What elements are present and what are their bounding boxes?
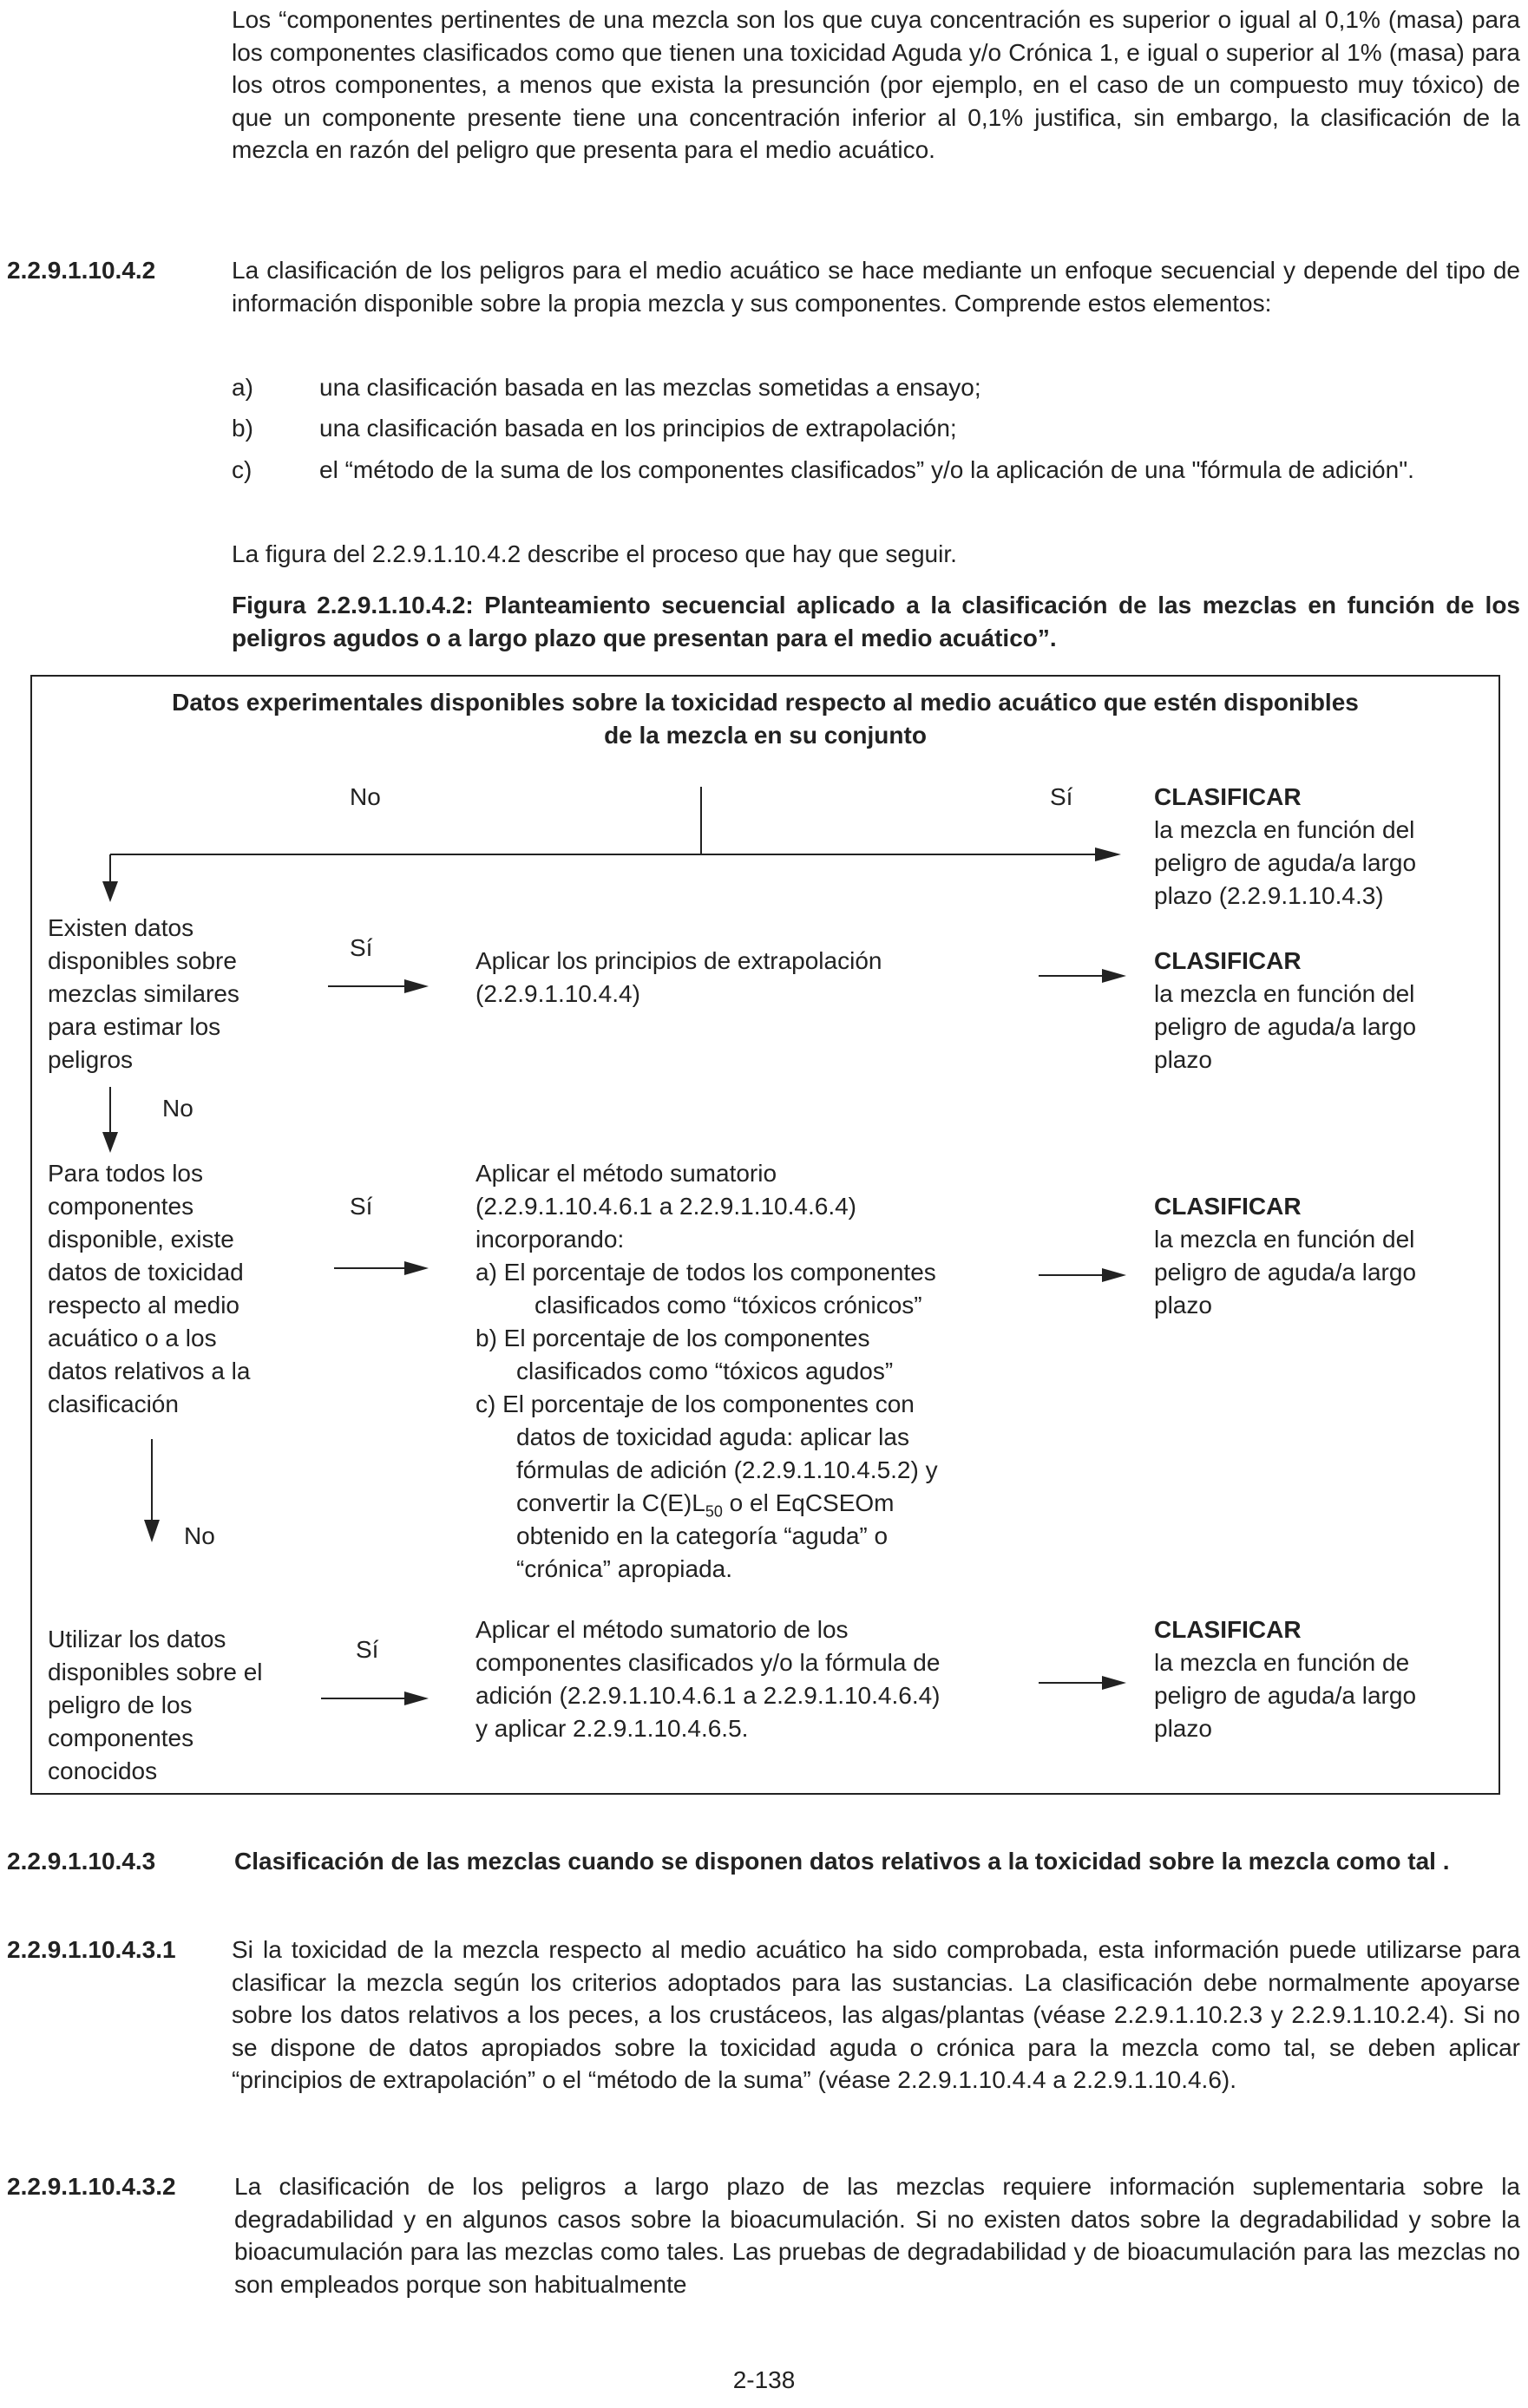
classify1-line2: peligro de aguda/a largo bbox=[1154, 849, 1417, 876]
arrow-to-classify1 bbox=[1095, 847, 1121, 861]
q2-line1: Para todos los bbox=[48, 1160, 203, 1187]
top-si-label: Sí bbox=[1050, 783, 1073, 810]
q2-si-label: Sí bbox=[350, 1193, 373, 1220]
q3-line5: conocidos bbox=[48, 1757, 158, 1784]
act2-line10: fórmulas de adición (2.2.9.1.10.4.5.2) y bbox=[516, 1456, 938, 1483]
act2-line11-b: o el EqCSEOm bbox=[722, 1489, 895, 1516]
list-label-c: c) bbox=[232, 456, 252, 483]
figure-caption: Figura 2.2.9.1.10.4.2: Planteamiento secuencial aplicado a la clasificación de las mezclas en función de los peligros agudos o a largo plazo que presentan para el medio acuático”. bbox=[232, 592, 1520, 651]
list-item-a: una clasificación basada en las mezclas sometidas a ensayo; bbox=[319, 374, 981, 401]
section-number-2-2-9-1-10-4-2: 2.2.9.1.10.4.2 bbox=[7, 257, 156, 284]
q1-si-label: Sí bbox=[350, 934, 373, 961]
q2-line4: datos de toxicidad bbox=[48, 1259, 244, 1286]
section-2-2-9-1-10-4-3-1-text: Si la toxicidad de la mezcla respecto al medio acuático ha sido comprobada, esta información puede utilizarse para clasificar la mezcla según los criterios adoptados para las sustancias. La clasificación debe normalmente apoyarse sobre los datos relativos a los peces, a los crustáceos, las algas/plantas (véase 2.2.9.1.10.2.3 y 2.2.9.1.10.2.4). Si no se dispone de datos apropiados sobre la toxicidad aguda o crónica para la mezcla como tal, se deben aplicar “principios de extrapolación” o el “método de la suma” (véase 2.2.9.1.10.4.4 a 2.2.9.1.10.4.6). bbox=[232, 1936, 1520, 2093]
act2-line12: obtenido en la categoría “aguda” o bbox=[516, 1522, 889, 1549]
arrow-to-q1 bbox=[102, 881, 118, 902]
section-2-2-9-1-10-4-3-title: Clasificación de las mezclas cuando se disponen datos relativos a la toxicidad sobre la mezcla como tal . bbox=[234, 1848, 1450, 1875]
classify3-title: CLASIFICAR bbox=[1154, 1193, 1302, 1220]
q2-line8: clasificación bbox=[48, 1390, 179, 1417]
act2-line6: b) El porcentaje de los componentes bbox=[475, 1325, 870, 1351]
arrow-to-act3 bbox=[404, 1691, 429, 1705]
q3-si-label: Sí bbox=[356, 1636, 379, 1663]
act3-line4: y aplicar 2.2.9.1.10.4.6.5. bbox=[475, 1715, 749, 1742]
act2-line11-a: convertir la C(E)L bbox=[516, 1489, 705, 1516]
q2-line2: componentes bbox=[48, 1193, 194, 1220]
arrow-to-classify3 bbox=[1102, 1268, 1126, 1282]
classify1-line3: plazo (2.2.9.1.10.4.3) bbox=[1154, 882, 1384, 909]
list-label-b: b) bbox=[232, 415, 253, 442]
classify2-line1: la mezcla en función del bbox=[1154, 980, 1415, 1007]
classify1-title: CLASIFICAR bbox=[1154, 783, 1302, 810]
act3-line2: componentes clasificados y/o la fórmula de bbox=[475, 1649, 941, 1676]
act2-line1: Aplicar el método sumatorio bbox=[475, 1160, 777, 1187]
section-number-2-2-9-1-10-4-3-1: 2.2.9.1.10.4.3.1 bbox=[7, 1936, 176, 1963]
q2-line6: acuático o a los bbox=[48, 1325, 217, 1351]
classify3-line1: la mezcla en función del bbox=[1154, 1226, 1415, 1253]
q3-line3: peligro de los bbox=[48, 1691, 193, 1718]
q1-line3: mezclas similares bbox=[48, 980, 239, 1007]
arrow-to-classify4 bbox=[1102, 1676, 1126, 1690]
act2-line8: c) El porcentaje de los componentes con bbox=[475, 1390, 915, 1417]
q2-line7: datos relativos a la bbox=[48, 1358, 251, 1384]
act2-line2: (2.2.9.1.10.4.6.1 a 2.2.9.1.10.4.6.4) bbox=[475, 1193, 856, 1220]
classify3-line2: peligro de aguda/a largo bbox=[1154, 1259, 1417, 1286]
flow-top-line1: Datos experimentales disponibles sobre la toxicidad respecto al medio acuático que estén disponibles bbox=[172, 689, 1359, 716]
q2-line3: disponible, existe bbox=[48, 1226, 234, 1253]
act3-line3: adición (2.2.9.1.10.4.6.1 a 2.2.9.1.10.4.6.4) bbox=[475, 1682, 941, 1709]
figure-reference: La figura del 2.2.9.1.10.4.2 describe el proceso que hay que seguir. bbox=[232, 540, 957, 567]
act2-line4: a) El porcentaje de todos los componentes bbox=[475, 1259, 936, 1286]
act3-line1: Aplicar el método sumatorio de los bbox=[475, 1616, 849, 1643]
page-number: 2-138 bbox=[732, 2366, 796, 2393]
classify2-line3: plazo bbox=[1154, 1046, 1212, 1073]
act2-line13: “crónica” apropiada. bbox=[516, 1555, 733, 1582]
act2-line5: clasificados como “tóxicos crónicos” bbox=[534, 1292, 922, 1319]
section-2-2-9-1-10-4-2-text: La clasificación de los peligros para el medio acuático se hace mediante un enfoque secuencial y depende del tipo de información disponible sobre la propia mezcla y sus componentes. Comprende estos elementos: bbox=[232, 257, 1520, 317]
section-number-2-2-9-1-10-4-3-2: 2.2.9.1.10.4.3.2 bbox=[7, 2173, 176, 2200]
act2-line3: incorporando: bbox=[475, 1226, 625, 1253]
classify1-line1: la mezcla en función del bbox=[1154, 816, 1415, 843]
q2-no-label: No bbox=[184, 1522, 215, 1549]
arrow-to-q2 bbox=[102, 1132, 118, 1153]
q1-line1: Existen datos bbox=[48, 914, 194, 941]
q3-line1: Utilizar los datos bbox=[48, 1626, 226, 1652]
act1-line1: Aplicar los principios de extrapolación bbox=[475, 947, 882, 974]
arrow-to-act1 bbox=[404, 979, 429, 993]
section-2-2-9-1-10-4-3-2-text: La clasificación de los peligros a largo plazo de las mezclas requiere información suplementaria sobre la degradabilidad y en algunos casos sobre la bioacumulación. Si no existen datos sobre la degradabilidad y sobre la bioacumulación para las mezclas como tales. Las pruebas de degradabilidad y de bioacumulación para las mezclas no son empleados porque son habitualmente bbox=[234, 2173, 1520, 2298]
section-number-2-2-9-1-10-4-3: 2.2.9.1.10.4.3 bbox=[7, 1848, 156, 1875]
q3-line4: componentes bbox=[48, 1724, 194, 1751]
classify4-title: CLASIFICAR bbox=[1154, 1616, 1302, 1643]
list-item-c: el “método de la suma de los componentes clasificados” y/o la aplicación de una "fórmula de adición". bbox=[319, 456, 1414, 483]
classify2-title: CLASIFICAR bbox=[1154, 947, 1302, 974]
q1-line4: para estimar los bbox=[48, 1013, 221, 1040]
act2-line11-sub: 50 bbox=[705, 1502, 723, 1521]
q2-line5: respecto al medio bbox=[48, 1292, 240, 1319]
arrow-to-act2 bbox=[404, 1261, 429, 1275]
intro-paragraph: Los “componentes pertinentes de una mezcla son los que cuya concentración es superior o igual al 0,1% (masa) para los componentes clasificados como que tienen una toxicidad Aguda y/o Crónica 1, e igual o superior al 1% (masa) para los otros componentes, a menos que exista la presunción (por ejemplo, en el caso de un compuesto muy tóxico) de que un componente presente tiene una concentración inferior al 0,1% justifica, sin embargo, la clasificación de la mezcla en razón del peligro que presenta para el medio acuático. bbox=[232, 6, 1520, 163]
classify4-line2: peligro de aguda/a largo bbox=[1154, 1682, 1417, 1709]
act2-line7: clasificados como “tóxicos agudos” bbox=[516, 1358, 894, 1384]
classify4-line3: plazo bbox=[1154, 1715, 1212, 1742]
q1-line2: disponibles sobre bbox=[48, 947, 237, 974]
classify2-line2: peligro de aguda/a largo bbox=[1154, 1013, 1417, 1040]
list-label-a: a) bbox=[232, 374, 253, 401]
act1-line2: (2.2.9.1.10.4.4) bbox=[475, 980, 640, 1007]
arrow-to-classify2 bbox=[1102, 969, 1126, 983]
q3-line2: disponibles sobre el bbox=[48, 1659, 263, 1685]
classify4-line1: la mezcla en función de bbox=[1154, 1649, 1410, 1676]
flow-top-line2: de la mezcla en su conjunto bbox=[604, 722, 927, 749]
list-item-b: una clasificación basada en los principios de extrapolación; bbox=[319, 415, 957, 442]
classify3-line3: plazo bbox=[1154, 1292, 1212, 1319]
arrow-to-q3 bbox=[144, 1520, 160, 1542]
top-no-label: No bbox=[350, 783, 381, 810]
q1-no-label: No bbox=[162, 1095, 193, 1122]
q1-line5: peligros bbox=[48, 1046, 134, 1073]
act2-line9: datos de toxicidad aguda: aplicar las bbox=[516, 1423, 909, 1450]
